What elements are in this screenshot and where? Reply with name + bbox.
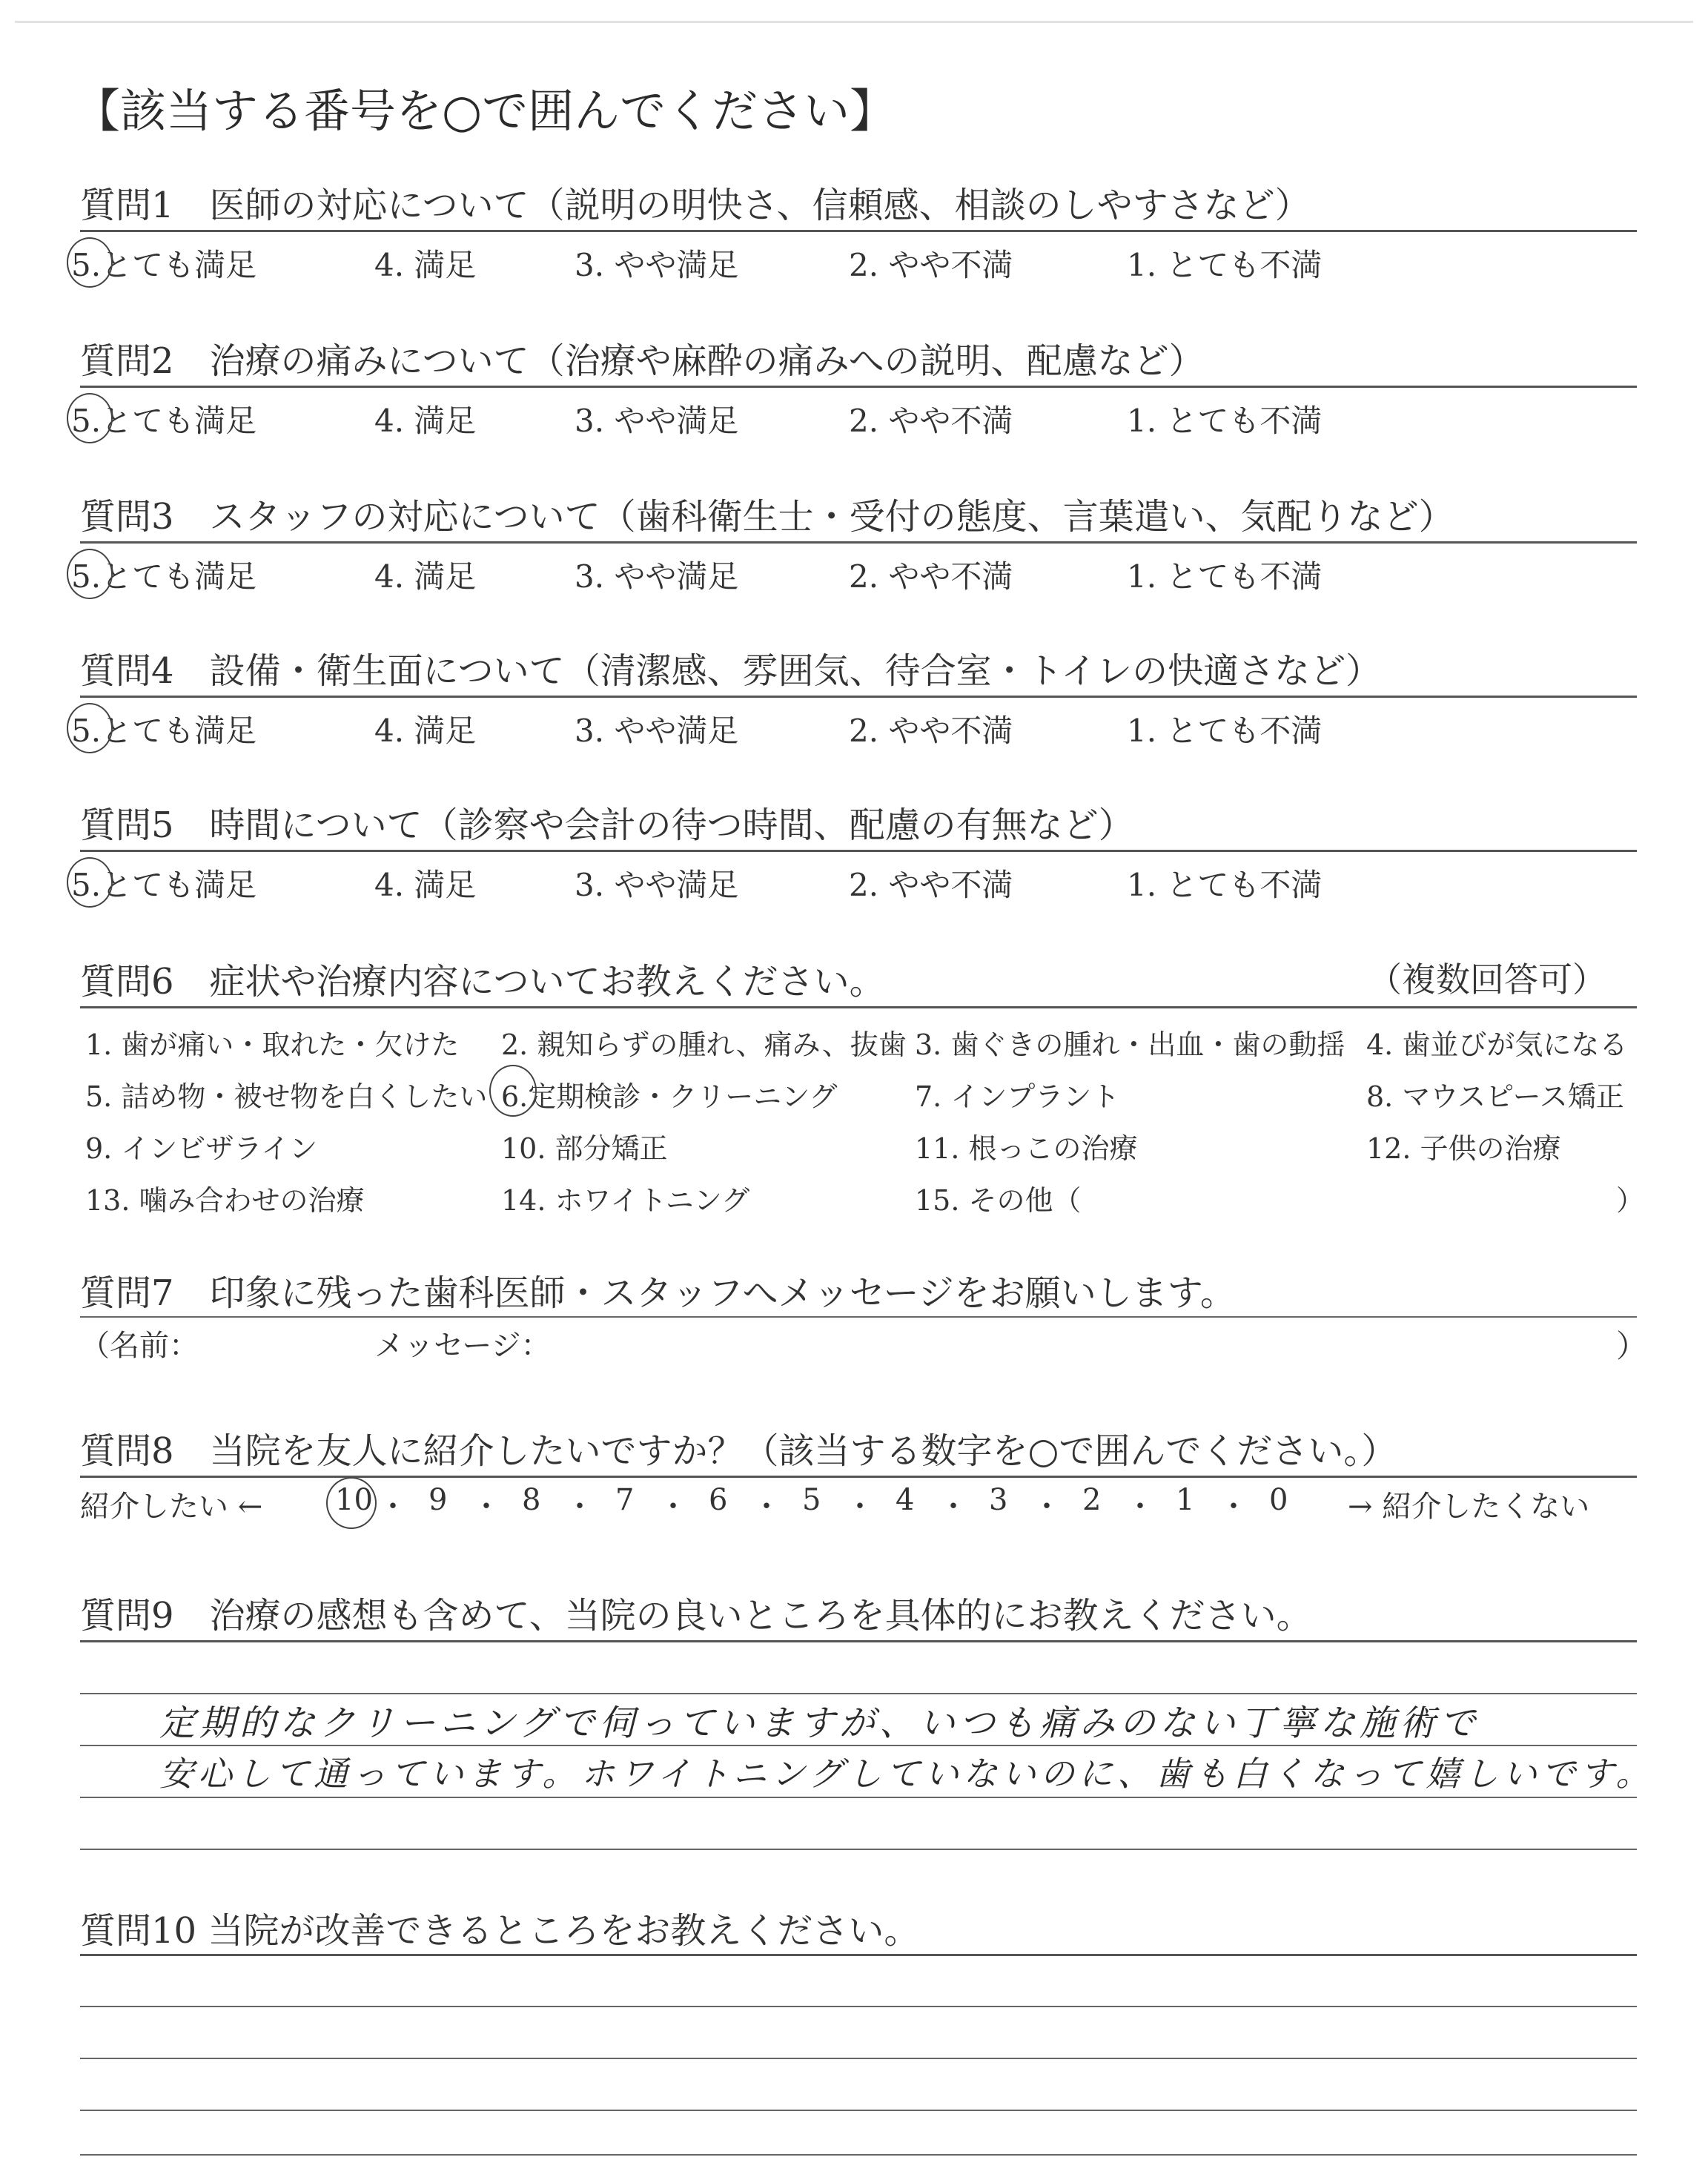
q6-option-6[interactable]: 6.定期検診・クリーニング (501, 1080, 838, 1113)
q8-scale-value-5[interactable]: 5 (802, 1483, 821, 1517)
q8-scale-value-10[interactable]: 10 (335, 1483, 373, 1517)
page-top-edge (15, 21, 1693, 23)
q4-option-2[interactable]: 2. やや不満 (849, 713, 1013, 749)
q5-option-2[interactable]: 2. やや不満 (849, 867, 1013, 903)
question-10-rule-2 (80, 2006, 1637, 2007)
q8-scale-separator: ・ (1219, 1490, 1248, 1524)
q2-selected-circle (67, 393, 113, 443)
question-10-rule-3 (80, 2058, 1637, 2059)
q3-option-2[interactable]: 2. やや不満 (849, 558, 1013, 595)
q9-answer-line-2: 安心して通っています。ホワイトニングしていないのに、歯も白くなって嬉しいです。 (159, 1754, 1655, 1794)
q8-scale-value-2[interactable]: 2 (1082, 1483, 1102, 1517)
question-3-rule (80, 541, 1637, 544)
question-5-title: 質問5 時間について（診察や会計の待つ時間、配慮の有無など） (80, 805, 1134, 846)
question-3-title: 質問3 スタッフの対応について（歯科衛生士・受付の態度、言葉遣い、気配りなど） (80, 496, 1454, 538)
q2-option-2[interactable]: 2. やや不満 (849, 403, 1013, 439)
question-6-rule (80, 1006, 1637, 1008)
q6-other-close-paren: ） (1616, 1184, 1645, 1217)
q8-scale-value-1[interactable]: 1 (1176, 1483, 1195, 1517)
q6-option-4[interactable]: 4. 歯並びが気になる (1366, 1028, 1628, 1061)
q4-option-3[interactable]: 3. やや満足 (575, 713, 739, 749)
question-10-rule-1 (80, 1954, 1637, 1956)
question-6-note: （複数回答可） (1368, 960, 1606, 1000)
q2-option-4[interactable]: 4. 満足 (374, 403, 477, 439)
q6-option-14[interactable]: 14. ホワイトニング (501, 1184, 750, 1217)
q6-option-2[interactable]: 2. 親知らずの腫れ、痛み、抜歯 (501, 1028, 907, 1061)
q5-option-3[interactable]: 3. やや満足 (575, 867, 739, 903)
q1-option-1[interactable]: 1. とても不満 (1127, 247, 1323, 283)
q8-scale-separator: ・ (752, 1490, 781, 1524)
question-8-title: 質問8 当院を友人に紹介したいですか？（該当する数字を○で囲んでください。） (80, 1430, 1397, 1472)
question-10-rule-4 (80, 2110, 1637, 2111)
q8-scale-separator: ・ (378, 1490, 408, 1524)
q8-scale-value-3[interactable]: 3 (989, 1483, 1008, 1517)
q2-option-5[interactable]: 5.とても満足 (71, 403, 257, 439)
q5-selected-circle (67, 857, 113, 908)
q6-option-10[interactable]: 10. 部分矯正 (501, 1132, 668, 1165)
q3-option-4[interactable]: 4. 満足 (374, 558, 477, 595)
q6-option-12[interactable]: 12. 子供の治療 (1366, 1132, 1561, 1165)
question-9-title: 質問9 治療の感想も含めて、当院の良いところを具体的にお教えください。 (80, 1595, 1312, 1636)
question-6-title: 質問6 症状や治療内容についてお教えください。 (80, 961, 885, 1003)
question-4-rule (80, 696, 1637, 698)
question-9-rule-5 (80, 1849, 1637, 1850)
q3-option-3[interactable]: 3. やや満足 (575, 558, 739, 595)
question-8-rule (80, 1476, 1637, 1478)
question-1-rule (80, 230, 1637, 232)
q7-name-label: （名前： (80, 1329, 199, 1363)
q8-scale-separator: ・ (471, 1490, 501, 1524)
q9-answer-line-1: 定期的なクリーニングで伺っていますが、いつも痛みのない丁寧な施術で (159, 1702, 1480, 1744)
form-title: 【該当する番号を○で囲んでください】 (74, 84, 896, 138)
q4-option-4[interactable]: 4. 満足 (374, 713, 477, 749)
question-9-rule-3 (80, 1745, 1637, 1746)
q6-option-1[interactable]: 1. 歯が痛い・取れた・欠けた (85, 1028, 460, 1061)
q1-option-5[interactable]: 5.とても満足 (71, 247, 257, 283)
q8-scale-separator: ・ (658, 1490, 688, 1524)
q1-option-3[interactable]: 3. やや満足 (575, 247, 739, 283)
q6-option-11[interactable]: 11. 根っこの治療 (915, 1132, 1138, 1165)
q5-option-1[interactable]: 1. とても不満 (1127, 867, 1323, 903)
q7-message-label: メッセージ： (374, 1329, 551, 1363)
q2-option-3[interactable]: 3. やや満足 (575, 403, 739, 439)
q2-option-1[interactable]: 1. とても不満 (1127, 403, 1323, 439)
q5-option-4[interactable]: 4. 満足 (374, 867, 477, 903)
q3-selected-circle (67, 549, 113, 599)
q1-selected-circle (67, 237, 113, 288)
q8-scale-value-8[interactable]: 8 (522, 1483, 541, 1517)
q1-option-4[interactable]: 4. 満足 (374, 247, 477, 283)
question-9-rule-1 (80, 1640, 1637, 1642)
q4-selected-circle (67, 703, 113, 753)
question-4-title: 質問4 設備・衛生面について（清潔感、雰囲気、待合室・トイレの快適さなど） (80, 650, 1382, 692)
q8-selected-circle (326, 1477, 377, 1529)
question-2-title: 質問2 治療の痛みについて（治療や麻酔の痛みへの説明、配慮など） (80, 340, 1205, 382)
q3-option-1[interactable]: 1. とても不満 (1127, 558, 1323, 595)
question-10-rule-5 (80, 2154, 1637, 2156)
q6-option-9[interactable]: 9. インビザライン (85, 1132, 318, 1165)
q6-option-13[interactable]: 13. 噛み合わせの治療 (85, 1184, 365, 1217)
question-2-rule (80, 386, 1637, 388)
q8-scale-value-6[interactable]: 6 (709, 1483, 728, 1517)
q6-option-7[interactable]: 7. インプラント (915, 1080, 1120, 1113)
q1-option-2[interactable]: 2. やや不満 (849, 247, 1013, 283)
q7-close-paren: ） (1616, 1328, 1648, 1364)
question-9-rule-4 (80, 1797, 1637, 1798)
q8-scale-separator: ・ (939, 1490, 968, 1524)
q8-scale-separator: ・ (845, 1490, 875, 1524)
question-10-title: 質問10 当院が改善できるところをお教えください。 (80, 1910, 920, 1952)
q6-option-8[interactable]: 8. マウスピース矯正 (1366, 1080, 1624, 1113)
q6-option-3[interactable]: 3. 歯ぐきの腫れ・出血・歯の動揺 (915, 1028, 1345, 1061)
q6-option-5[interactable]: 5. 詰め物・被せ物を白くしたい (85, 1080, 488, 1113)
q6-option-15[interactable]: 15. その他（ (915, 1184, 1082, 1217)
q3-option-5[interactable]: 5.とても満足 (71, 558, 257, 595)
q8-scale-value-4[interactable]: 4 (896, 1483, 915, 1517)
q8-scale-separator: ・ (565, 1490, 595, 1524)
q8-scale-value-0[interactable]: 0 (1269, 1483, 1288, 1517)
q6-selected-circle (489, 1065, 537, 1117)
q8-scale-separator: ・ (1125, 1490, 1155, 1524)
q4-option-1[interactable]: 1. とても不満 (1127, 713, 1323, 749)
q8-left-label: 紹介したい ← (80, 1490, 263, 1524)
q8-scale-value-9[interactable]: 9 (428, 1483, 448, 1517)
question-1-title: 質問1 医師の対応について（説明の明快さ、信頼感、相談のしやすさなど） (80, 185, 1311, 226)
q5-option-5[interactable]: 5.とても満足 (71, 867, 257, 903)
q8-scale-value-7[interactable]: 7 (615, 1483, 635, 1517)
q4-option-5[interactable]: 5.とても満足 (71, 713, 257, 749)
q8-scale-separator: ・ (1032, 1490, 1062, 1524)
q8-right-label: → 紹介したくない (1348, 1490, 1590, 1524)
question-5-rule (80, 850, 1637, 852)
question-7-title: 質問7 印象に残った歯科医師・スタッフへメッセージをお願いします。 (80, 1272, 1236, 1314)
question-7-rule (80, 1316, 1637, 1318)
